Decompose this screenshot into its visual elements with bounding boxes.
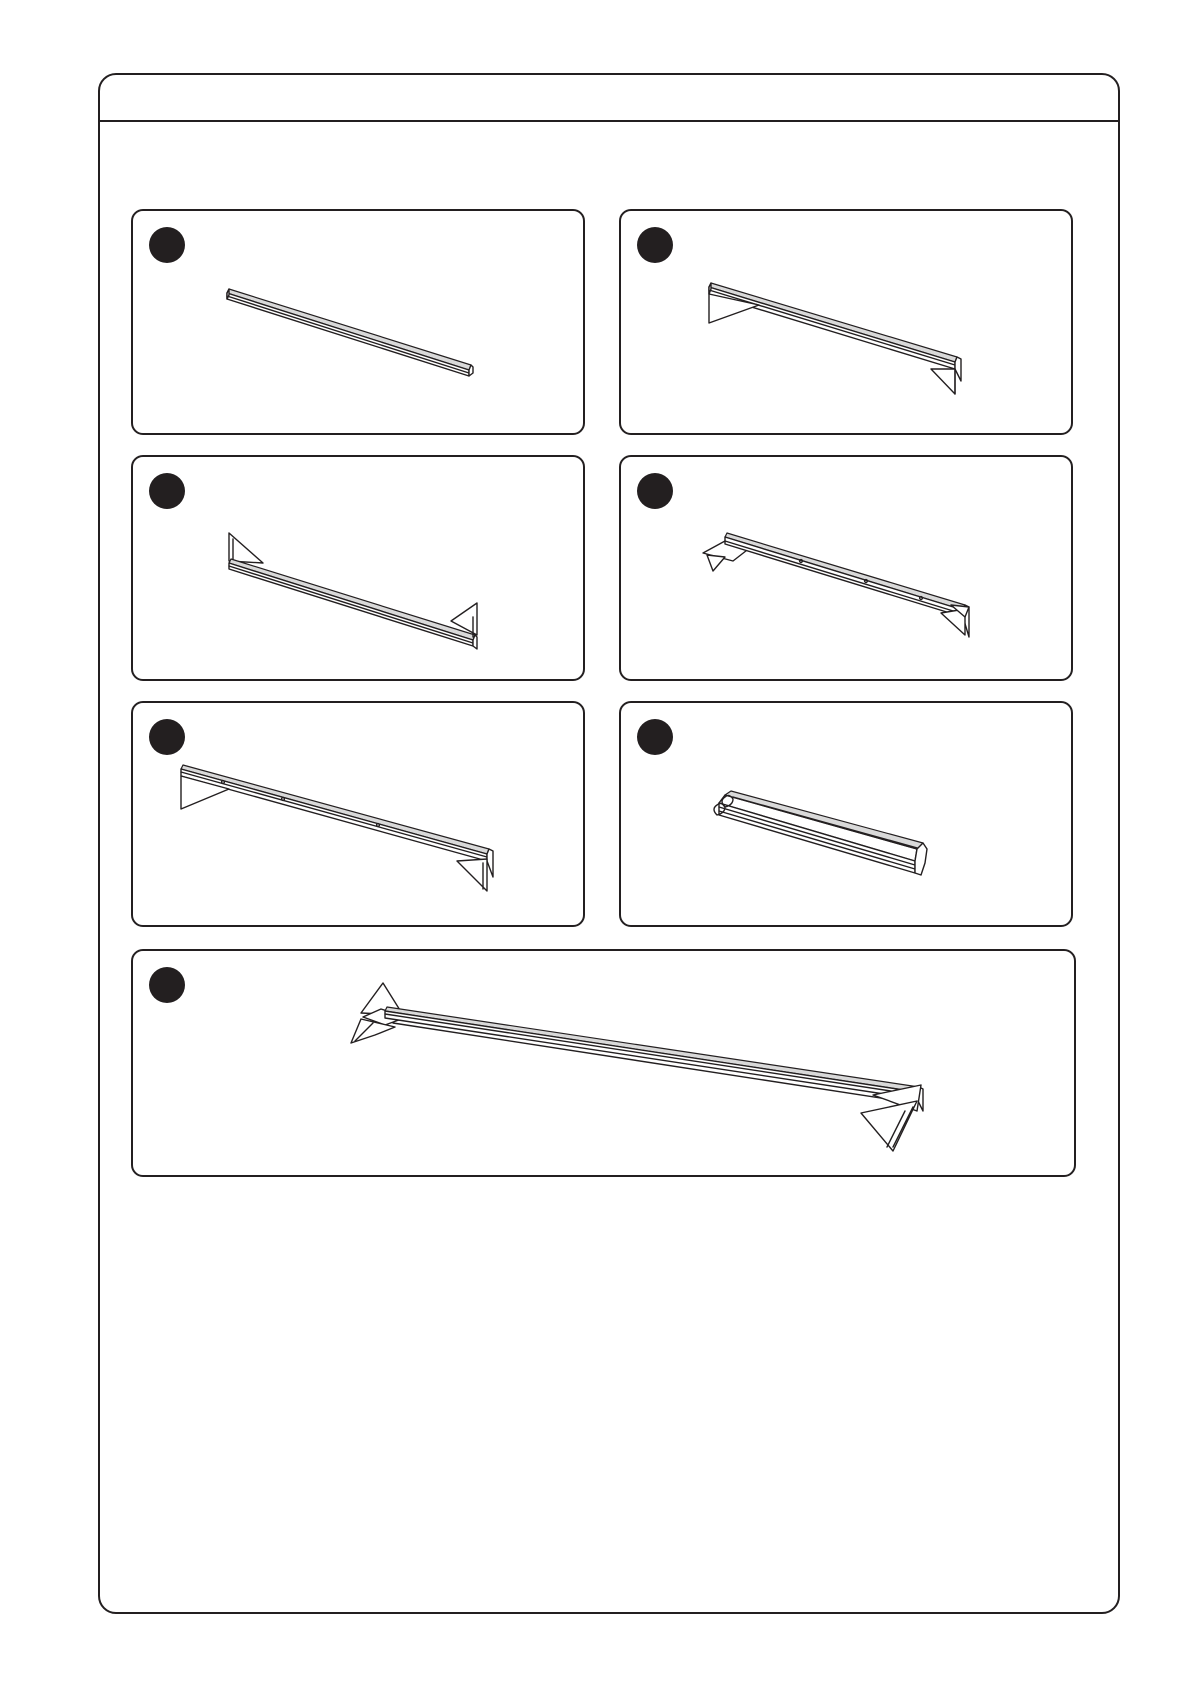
sheet-header-band (100, 75, 1118, 122)
rail-with-clamp-bracket-illustration (621, 457, 1075, 683)
step-panel-6 (619, 701, 1073, 927)
step-panel-4 (619, 455, 1073, 681)
rail-profile-illustration (133, 211, 587, 437)
step-panel-1 (131, 209, 585, 435)
long-rail-illustration (133, 703, 587, 929)
step-panel-3 (131, 455, 585, 681)
step-panel-2 (619, 209, 1073, 435)
double-channel-profile-illustration (621, 703, 1075, 929)
full-rail-assembly-illustration (133, 951, 1078, 1179)
rail-inverted-illustration (133, 457, 587, 683)
rail-with-end-brackets-illustration (621, 211, 1075, 437)
step-panel-7 (131, 949, 1076, 1177)
step-panel-5 (131, 701, 585, 927)
